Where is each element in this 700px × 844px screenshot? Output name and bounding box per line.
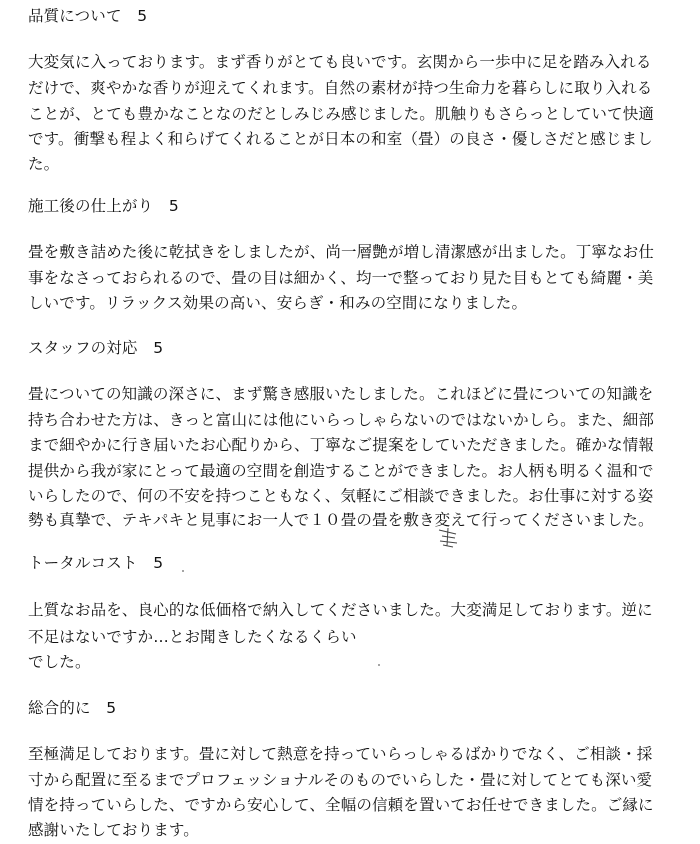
section-heading-staff: スタッフの対応 5 [28, 339, 164, 357]
overall-text-line: 至極満足しております。畳に対して熱意を持っていらっしゃるばかりでなく、ご相談・採 [28, 745, 653, 763]
scan-speck [182, 570, 184, 572]
section-heading-quality: 品質について 5 [28, 7, 148, 25]
cost-text-line: 不足はないですか…とお聞きしたくなるくらい [28, 628, 357, 646]
cost-text-line: でした。 [28, 653, 91, 671]
quality-text-line: です。衝撃も程よく和らげてくれることが日本の和室（畳）の良さ・優しさだと感じまし [28, 130, 653, 148]
quality-text-line: だけで、爽やかな香りが迎えてくれます。自然の素材が持つ生命力を暮らしに取り入れる [28, 79, 653, 97]
finish-text-line: 畳を敷き詰めた後に乾拭きをしましたが、尚一層艶が増し清潔感が出ました。丁寧なお仕 [28, 243, 655, 261]
overall-text-line: 寸から配置に至るまでプロフェッショナルそのものでいらした・畳に対してとても深い愛 [28, 771, 653, 789]
staff-text-line: 畳についての知識の深さに、まず驚き感服いたしました。これほどに畳についての知識を [28, 385, 654, 403]
quality-text-line: 大変気に入っております。まず香りがとても良いです。玄関から一歩中に足を踏み入れる [28, 53, 652, 71]
handwritten-correction-mark [436, 526, 460, 548]
section-heading-overall: 総合的に 5 [28, 699, 117, 717]
staff-text-line: まで細やかに行き届いたお心配りから、丁寧なご提案をしていただきました。確かな情報 [28, 436, 655, 454]
overall-text-line: 情を持っていらした、ですから安心して、全幅の信頼を置いてお任せできました。ご縁に [28, 796, 654, 814]
staff-text-line: 持ち合わせた方は、きっと富山には他にいらっしゃらないのではないかしら。また、細部 [28, 411, 655, 429]
cost-text-line: 上質なお品を、良心的な低価格で納入してくださいました。大変満足しております。逆に [28, 601, 653, 619]
quality-text-line: ことが、とても豊かなことなのだとしみじみ感じました。肌触りもさらっとしていて快適 [28, 105, 655, 123]
section-heading-cost: トータルコスト 5 [28, 554, 164, 572]
section-heading-finish: 施工後の仕上がり 5 [28, 197, 179, 215]
finish-text-line: しいです。リラックス効果の高い、安らぎ・和みの空間になりました。 [28, 294, 528, 312]
quality-text-line: た。 [28, 155, 60, 173]
scan-speck [378, 664, 380, 666]
staff-text-line: 提供から我が家にとって最適の空間を創造することができました。お人柄も明るく温和で [28, 462, 654, 480]
staff-text-line: いらしたので、何の不安を持つこともなく、気軽にご相談できました。お仕事に対する姿 [28, 487, 654, 505]
staff-text-line: 勢も真摯で、テキパキと見事にお一人で１０畳の畳を敷き変えて行ってくださいました。 [28, 511, 654, 529]
overall-text-line: 感謝いたしております。 [28, 821, 199, 839]
finish-text-line: 事をなさっておられるので、畳の目は細かく、均一で整っており見た目もとても綺麗・美 [28, 269, 654, 287]
